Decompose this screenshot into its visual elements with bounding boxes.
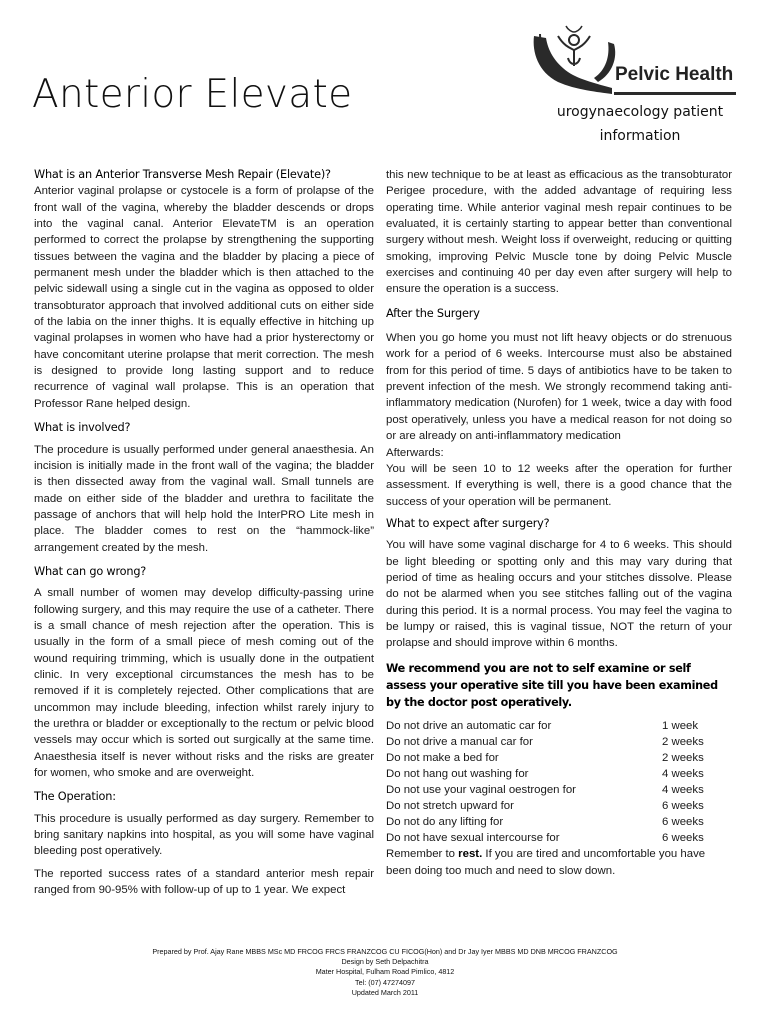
recommendation-note: We recommend you are not to self examine or self assess your operative site till you have been examined by the doctor post operatively. — [386, 661, 718, 709]
footer-updated: Updated March 2011 — [351, 987, 419, 997]
section-text: You will have some vaginal discharge for 4 to 6 weeks. This should be light bleeding or spotting only and this may vary during that period of time as healing occurs and your stitches dissolve. Please do not be alarmed when you see stitches falling out of the vagina during this period. It is a normal process. You may feel the vagina to be lumpy or raised, this is vaginal tissue, NOT the return of your prolapse and should improve within 6 months. — [386, 539, 732, 650]
footer-phone: Tel: (07) 47274097 — [355, 977, 415, 987]
restriction-activity: Do not do any lifting for — [386, 816, 504, 829]
rest-reminder — [386, 846, 732, 879]
restriction-duration: 2 weeks — [662, 751, 704, 764]
rest-prefix: Remember to — [386, 848, 459, 861]
footer-address: Mater Hospital, Fulham Road Pimlico, 4812 — [315, 967, 455, 977]
rest-word: rest. — [458, 848, 483, 861]
logo-text: Pelvic Health — [615, 64, 734, 85]
restriction-duration: 4 weeks — [662, 767, 704, 780]
section-text: A small number of women may develop difficulty-passing urine following surgery, and this may require the use of a catheter. There is a small chance of mesh rejection after the operation. This is usually in the form of a small piece of mesh coming out of the wound requiring trimming, which is usually done in the outpatient clinic. In very exceptional circumstances the mesh has to be removed if it is completely rejected. Other complications that are uncommon may include bleeding, infection whilst rarely injury to the urethra or bladder or exceptionally to the rectum or pelvic blood vessels may occur which is sorted out surgically at the same time. Anaesthesia itself is never without risks and the risks are greater for women, who smoke and are overweight. — [34, 587, 374, 780]
table-row — [386, 750, 732, 766]
rest-suffix: If you are tired and uncomfortable you have been doing too much and need to slow down. — [386, 848, 706, 877]
restriction-activity: Do not stretch upward for — [386, 800, 514, 813]
left-column — [34, 167, 374, 898]
restriction-activity: Do not drive an automatic car for — [386, 719, 552, 732]
restriction-duration: 4 weeks — [662, 784, 704, 796]
section-heading: What is involved? — [34, 421, 131, 435]
page-title: Anterior Elevate — [32, 72, 353, 117]
restriction-duration: 6 weeks — [662, 800, 704, 813]
section-heading: The Operation: — [34, 790, 116, 804]
restriction-duration: 6 weeks — [662, 832, 704, 845]
section-heading: After the Surgery — [386, 306, 480, 320]
restriction-duration: 1 week — [662, 719, 699, 732]
restriction-activity: Do not hang out washing for — [386, 767, 529, 780]
section-text: this new technique to be at least as efficacious as the transobturator Perigee procedure, with the added advantage of requiring less operating time. While anterior vaginal mesh repair continues to be evaluated, it is certainly starting to appear better than conventional surgery without mesh. Weight loss if overweight, reducing or quitting smoking, improving Pelvic Muscle tone by doing Pelvic Muscle exercises and continuing 40 per day even after surgery will help to ensure the operation is a success. — [386, 169, 732, 296]
table-row — [386, 718, 732, 734]
restriction-duration: 2 weeks — [662, 735, 704, 748]
table-row — [386, 814, 732, 830]
footer — [0, 947, 770, 998]
section-heading: What is an Anterior Transverse Mesh Repair (Elevate)? — [34, 168, 331, 181]
table-row — [386, 830, 732, 846]
restriction-activity: Do not have sexual intercourse for — [386, 832, 560, 845]
section-text: When you go home you must not lift heavy objects or do strenuous work for a period of 6 weeks. Intercourse must also be abstained from for this period of time. 5 days of antibiotics have to be taken to prevent infection of the mesh. We strongly recommend taking anti-inflammatory medication (Nurofen) for 1 week, twice a day with food post operatively, unless you have a medical reason for not doing so or are already on anti-inflammatory medication — [386, 332, 732, 443]
section-text: The procedure is usually performed under general anaesthesia. An incision is initially made in the front wall of the vagina; the bladder is then dissected away from the vaginal wall. Small tunnels are made on either side of the bladder and urethra to facilitate the passage of anchors that will help hold the InterPRO Lite mesh in place. The bladder comes to rest on the “hammock-like” arrangement created by the mesh. — [34, 443, 374, 554]
right-column — [386, 167, 732, 879]
table-row — [386, 766, 732, 782]
restrictions-table — [386, 718, 732, 847]
afterwards-label: Afterwards: — [386, 446, 444, 459]
pelvic-health-logo-icon — [528, 22, 738, 98]
section-text: This procedure is usually performed as day surgery. Remember to bring sanitary napkins into hospital, as you will some have vaginal bleeding post operatively. — [34, 812, 374, 858]
restriction-duration: 6 weeks — [662, 816, 704, 829]
restriction-activity: Do not use your vaginal oestrogen for — [386, 784, 576, 796]
section-text: Anterior vaginal prolapse or cystocele is a form of prolapse of the front wall of the vagina, whereby the bladder descends or drops into the vaginal canal. Anterior ElevateTM is an operation performed to correct the prolapse by strengthening the supporting tissues between the vagina and the bladder by placing a piece of permanent mesh under the bladder which is then attached to the pelvic sidewall using a single cut in the vagina as opposed to older transobturator approach that involved additional cuts on either side of the labia on the inner thighs. It is equally effective in hitching up vaginal prolapses in women who have had a prior hysterectomy or have concomitant uterine prolapse that merit correction. The mesh is designed to provide long lasting support and to reduce recurrence of vaginal wall prolapse. This is an operation that Professor Rane helped design. — [34, 185, 374, 410]
section-text: You will be seen 10 to 12 weeks after the operation for further assessment. If everything is well, there is a good chance that the success of your operation will be permanent. — [386, 462, 732, 508]
table-row — [386, 798, 732, 814]
restriction-activity: Do not make a bed for — [386, 751, 499, 764]
table-row — [386, 734, 732, 750]
section-text: The reported success rates of a standard anterior mesh repair ranged from 90-95% with follow-up of up to 1 year. We expect — [34, 867, 374, 897]
footer-credits: Prepared by Prof. Ajay Rane MBBS MSc MD FRCOG FRCS FRANZCOG CU FICOG(Hon) and Dr Jay Iyer MBBS MD DNB MRCOG FRANZCOG — [152, 947, 618, 956]
subtitle-line-2: information — [599, 128, 681, 144]
subtitle-line-1: urogynaecology patient — [556, 104, 724, 120]
section-heading: What can go wrong? — [34, 564, 147, 578]
restriction-activity: Do not drive a manual car for — [386, 735, 533, 748]
section-heading: What to expect after surgery? — [386, 516, 550, 530]
footer-design: Design by Seth Delpachitra — [341, 957, 429, 967]
table-row — [386, 782, 732, 798]
subtitle — [540, 100, 740, 148]
